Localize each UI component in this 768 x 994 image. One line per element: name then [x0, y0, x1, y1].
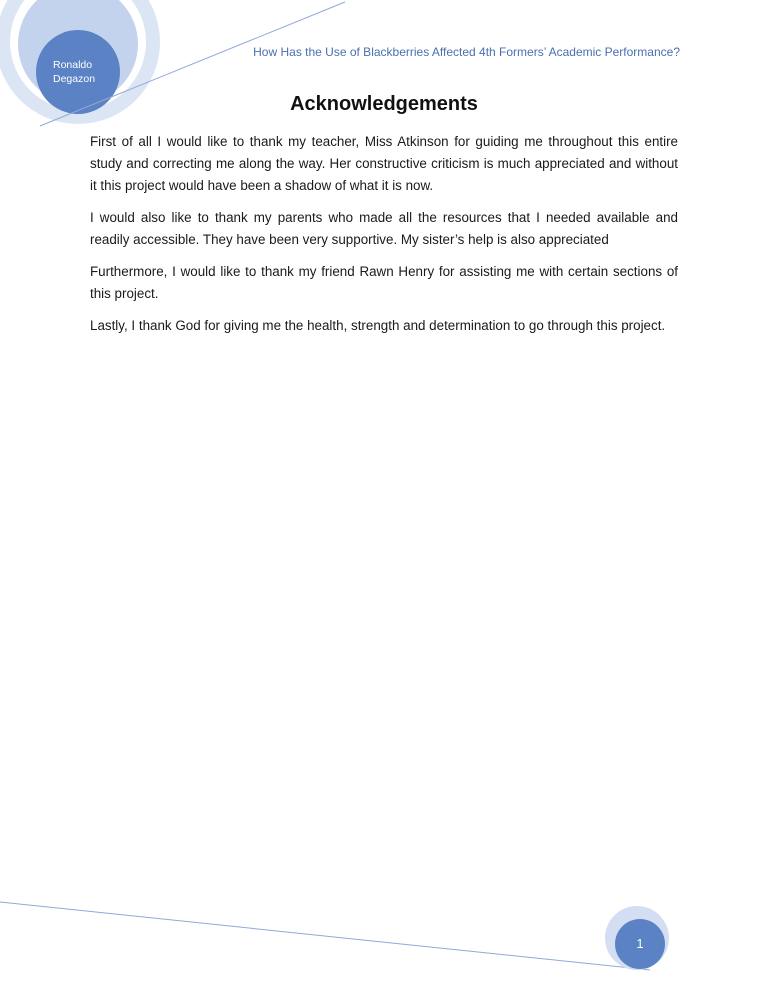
paragraph: I would also like to thank my parents who made all the resources that I needed available and readily accessible. They have been very supportive. My sister’s help is also appreciated	[90, 210, 678, 247]
page-number: 1	[636, 936, 644, 951]
paragraph: Lastly, I thank God for giving me the health, strength and determination to go through this project.	[90, 318, 666, 333]
running-header-title: How Has the Use of Blackberries Affected 4th Formers’ Academic Performance?	[253, 45, 680, 59]
paragraph: First of all I would like to thank my teacher, Miss Atkinson for guiding me throughout this entire study and correcting me along the way. Her constructive criticism is much appreciated and without it this project would have been a shadow of what it is now.	[90, 134, 678, 193]
body-text	[90, 131, 678, 347]
page-title: Acknowledgements	[290, 93, 478, 115]
footer-diagonal-line	[0, 902, 650, 970]
paragraph: Furthermore, I would like to thank my friend Rawn Henry for assisting me with certain sections of this project.	[90, 264, 678, 301]
author-name: Ronaldo Degazon	[53, 59, 96, 85]
